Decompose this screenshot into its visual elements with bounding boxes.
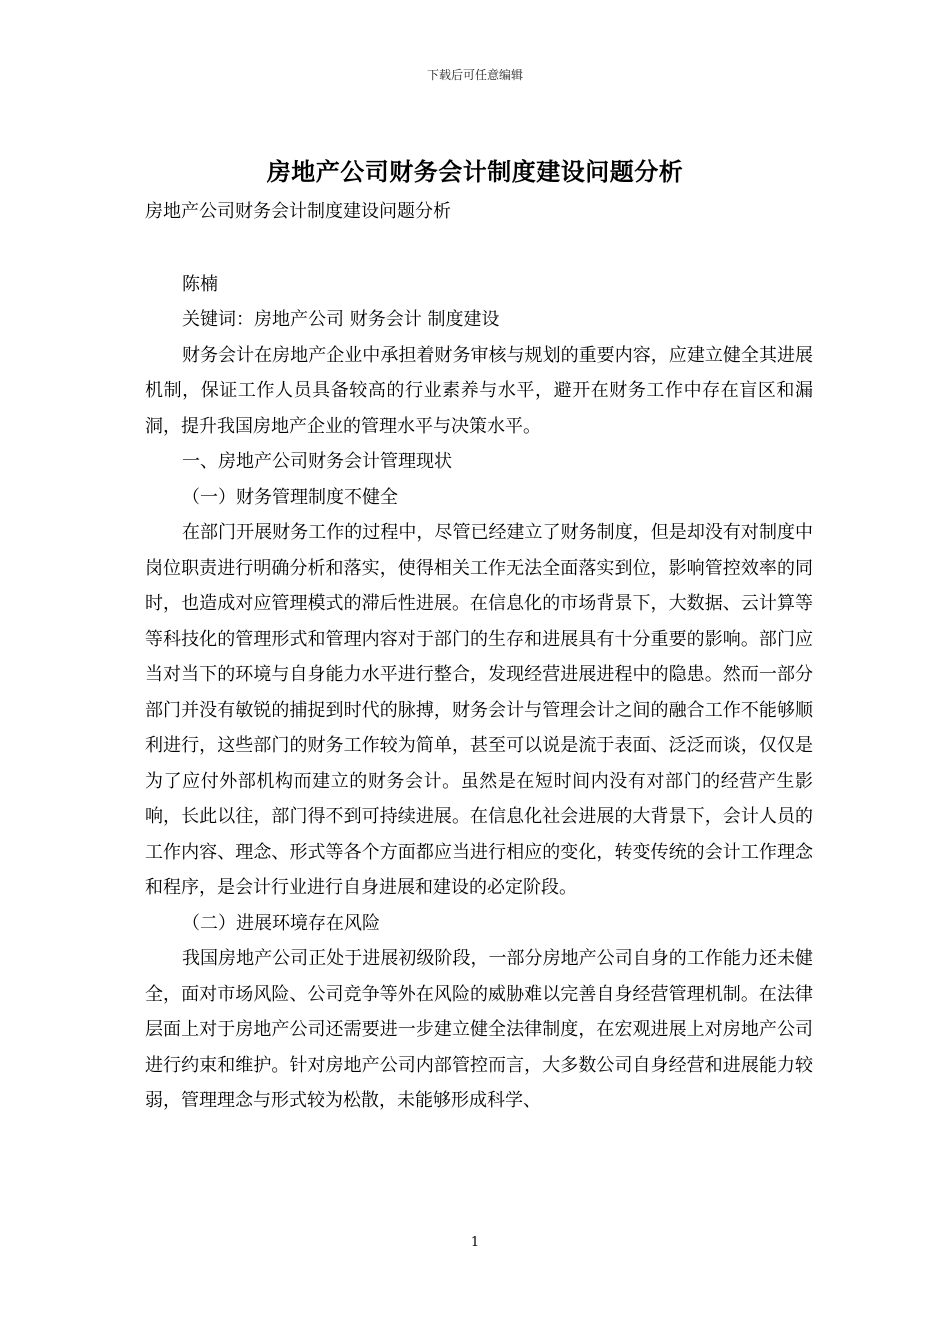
section-heading-1: 一、房地产公司财务会计管理现状 (182, 451, 452, 472)
paragraph-2: 我国房地产公司正处于进展初级阶段，一部分房地产公司自身的工作能力还未健全，面对市场风险、公司竞争等外在风险的威胁难以完善自身经营管理机制。在法律层面上对于房地产公司还需要进一步建立健全法律制度，在宏观进展上对房地产公司进行约束和维护。针对房地产公司内部管控而言，大多数公司自身经营和进展能力较弱，管理理念与形式较为松散，未能够形成科学、 (145, 948, 813, 1111)
keywords-line: 关键词：房地产公司 财务会计 制度建设 (182, 309, 500, 330)
page-number: 1 (470, 1235, 480, 1250)
blank-line (145, 230, 813, 267)
author-name: 陈楠 (182, 273, 218, 295)
document-body (145, 194, 813, 1119)
header-note: 下载后可任意编辑 (426, 68, 523, 82)
paragraph-1: 在部门开展财务工作的过程中，尽管已经建立了财务制度，但是却没有对制度中岗位职责进行明确分析和落实，使得相关工作无法全面落实到位，影响管控效率的同时，也造成对应管理模式的滞后性进展。在信息化的市场背景下，大数据、云计算等等科技化的管理形式和管理内容对于部门的生存和进展具有十分重要的影响。部门应当对当下的环境与自身能力水平进行整合，发现经营进展进程中的隐患。然而一部分部门并没有敏锐的捕捉到时代的脉搏，财务会计与管理会计之间的融合工作不能够顺利进行，这些部门的财务工作较为简单，甚至可以说是流于表面、泛泛而谈，仅仅是为了应付外部机构而建立的财务会计。虽然是在短时间内没有对部门的经营产生影响，长此以往，部门得不到可持续进展。在信息化社会进展的大背景下，会计人员的工作内容、理念、形式等各个方面都应当进行相应的变化，转变传统的会计工作理念和程序，是会计行业进行自身进展和建设的必定阶段。 (145, 522, 813, 898)
subsection-heading-1: （一）财务管理制度不健全 (182, 486, 398, 508)
paragraph-intro: 财务会计在房地产企业中承担着财务审核与规划的重要内容，应建立健全其进展机制，保证工作人员具备较高的行业素养与水平，避开在财务工作中存在盲区和漏洞，提升我国房地产企业的管理水平与决策水平。 (145, 344, 813, 437)
document-subtitle: 房地产公司财务会计制度建设问题分析 (145, 201, 451, 222)
document-title: 房地产公司财务会计制度建设问题分析 (266, 157, 684, 186)
subsection-heading-2: （二）进展环境存在风险 (182, 912, 380, 934)
